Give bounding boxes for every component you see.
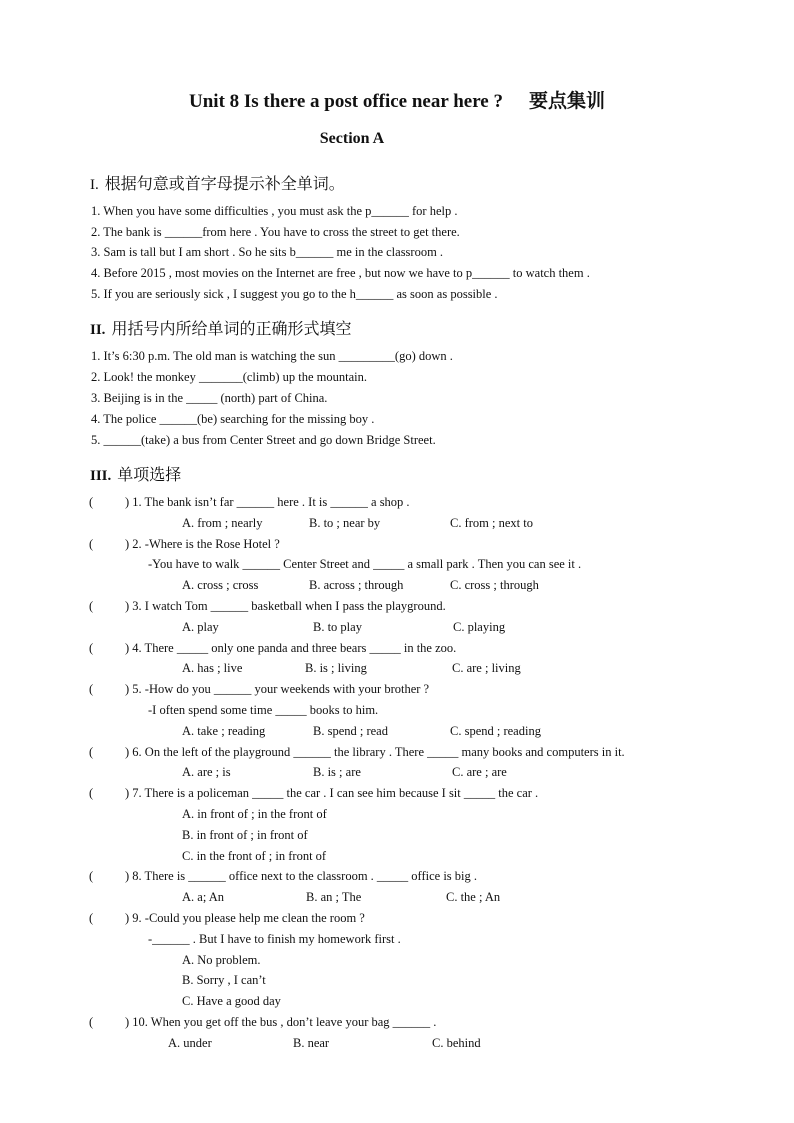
part3-instruction: 单项选择 [117, 465, 182, 484]
part1-item-3: 3. Sam is tall but I am short . So he sits b______ me in the classroom . [91, 245, 444, 259]
question-1-option-c: C. from ; next to [450, 516, 533, 530]
part2-item-1: 1. It’s 6:30 p.m. The old man is watching the sun _________(go) down . [91, 349, 453, 363]
question-2-stem: ) 2. -Where is the Rose Hotel ? [125, 537, 280, 551]
part1-heading [90, 171, 345, 194]
question-9-option-c: C. Have a good day [182, 994, 281, 1008]
question-3 [89, 599, 446, 614]
part1-instruction: 根据句意或首字母提示补全单词。 [104, 174, 345, 193]
question-6-stem: ) 6. On the left of the playground ______ the library . There _____ many books and computers in it. [125, 745, 625, 759]
part1-number: I. [90, 177, 99, 193]
question-2-option-a: A. cross ; cross [182, 578, 259, 592]
part2-item-3: 3. Beijing is in the _____ (north) part of China. [91, 391, 328, 405]
question-9-option-a: A. No problem. [182, 953, 261, 967]
question-6-option-c: C. are ; are [452, 765, 507, 779]
question-10 [89, 1015, 436, 1030]
question-10-stem: ) 10. When you get off the bus , don’t leave your bag ______ . [125, 1015, 437, 1029]
question-4-option-a: A. has ; live [182, 661, 243, 675]
question-6 [89, 745, 625, 760]
question-9-response: -______ . But I have to finish my homework first . [148, 932, 401, 946]
question-9-stem: ) 9. -Could you please help me clean the room ? [125, 911, 365, 925]
part1-item-4: 4. Before 2015 , most movies on the Internet are free , but now we have to p______ to watch them . [91, 266, 590, 280]
section-title: Section A [319, 130, 385, 147]
answer-bracket: ( [89, 745, 94, 759]
answer-bracket: ( [89, 1015, 94, 1029]
question-6-option-b: B. is ; are [313, 765, 361, 779]
part1-item-1: 1. When you have some difficulties , you must ask the p______ for help . [91, 204, 458, 218]
question-10-option-b: B. near [293, 1036, 330, 1050]
question-5-option-a: A. take ; reading [182, 724, 266, 738]
question-2-response: -You have to walk ______ Center Street and _____ a small park . Then you can see it . [148, 557, 582, 571]
title-chinese: 要点集训 [528, 90, 605, 112]
part2-item-4: 4. The police ______(be) searching for the missing boy . [91, 412, 375, 426]
question-3-option-a: A. play [182, 620, 219, 634]
question-3-stem: ) 3. I watch Tom ______ basketball when I pass the playground. [125, 599, 446, 613]
question-5-stem: ) 5. -How do you ______ your weekends with your brother ? [125, 682, 430, 696]
question-8-option-a: A. a; An [182, 890, 225, 904]
answer-bracket: ( [89, 682, 94, 696]
answer-bracket: ( [89, 599, 94, 613]
question-7-option-b: B. in front of ; in front of [182, 828, 308, 842]
part2-item-5: 5. ______(take) a bus from Center Street and go down Bridge Street. [91, 433, 436, 447]
question-7-option-a: A. in front of ; in the front of [182, 807, 327, 821]
question-7-option-c: C. in the front of ; in front of [182, 849, 327, 863]
question-4 [89, 641, 456, 656]
question-5 [89, 682, 429, 697]
part3-number: III. [90, 468, 112, 484]
answer-bracket: ( [89, 641, 94, 655]
answer-bracket: ( [89, 869, 94, 883]
question-5-response: -I often spend some time _____ books to him. [148, 703, 379, 717]
title-english: Unit 8 Is there a post office near here ? [189, 91, 503, 112]
question-1 [89, 495, 410, 510]
part2-instruction: 用括号内所给单词的正确形式填空 [111, 319, 352, 338]
question-8-option-b: B. an ; The [306, 890, 362, 904]
question-6-option-a: A. are ; is [182, 765, 231, 779]
question-8 [89, 869, 477, 884]
answer-bracket: ( [89, 786, 94, 800]
question-9-option-b: B. Sorry , I can’t [182, 973, 266, 987]
part2-number: II. [90, 322, 106, 338]
part1-item-5: 5. If you are seriously sick , I suggest you go to the h______ as soon as possible . [91, 287, 498, 301]
question-4-option-b: B. is ; living [305, 661, 367, 675]
question-7 [89, 786, 538, 801]
question-3-option-b: B. to play [313, 620, 362, 634]
question-5-option-b: B. spend ; read [313, 724, 388, 738]
part2-item-2: 2. Look! the monkey _______(climb) up the mountain. [91, 370, 367, 384]
question-10-option-c: C. behind [432, 1036, 481, 1050]
question-3-option-c: C. playing [453, 620, 506, 634]
question-8-option-c: C. the ; An [446, 890, 501, 904]
question-10-option-a: A. under [168, 1036, 212, 1050]
part1-item-2: 2. The bank is ______from here . You have to cross the street to get there. [91, 225, 460, 239]
answer-bracket: ( [89, 911, 94, 925]
page-title [0, 86, 794, 113]
question-4-stem: ) 4. There _____ only one panda and three bears _____ in the zoo. [125, 641, 457, 655]
answer-bracket: ( [89, 537, 94, 551]
question-2 [89, 537, 280, 552]
part3-heading [90, 462, 181, 485]
question-9 [89, 911, 365, 926]
question-1-stem: ) 1. The bank isn’t far ______ here . It is ______ a shop . [125, 495, 410, 509]
answer-bracket: ( [89, 495, 94, 509]
question-8-stem: ) 8. There is ______ office next to the classroom . _____ office is big . [125, 869, 478, 883]
question-7-stem: ) 7. There is a policeman _____ the car . I can see him because I sit _____ the car . [125, 786, 539, 800]
part2-heading [90, 316, 351, 339]
question-1-option-a: A. from ; nearly [182, 516, 263, 530]
question-2-option-c: C. cross ; through [450, 578, 539, 592]
question-2-option-b: B. across ; through [309, 578, 404, 592]
question-5-option-c: C. spend ; reading [450, 724, 541, 738]
question-1-option-b: B. to ; near by [309, 516, 381, 530]
question-4-option-c: C. are ; living [452, 661, 521, 675]
